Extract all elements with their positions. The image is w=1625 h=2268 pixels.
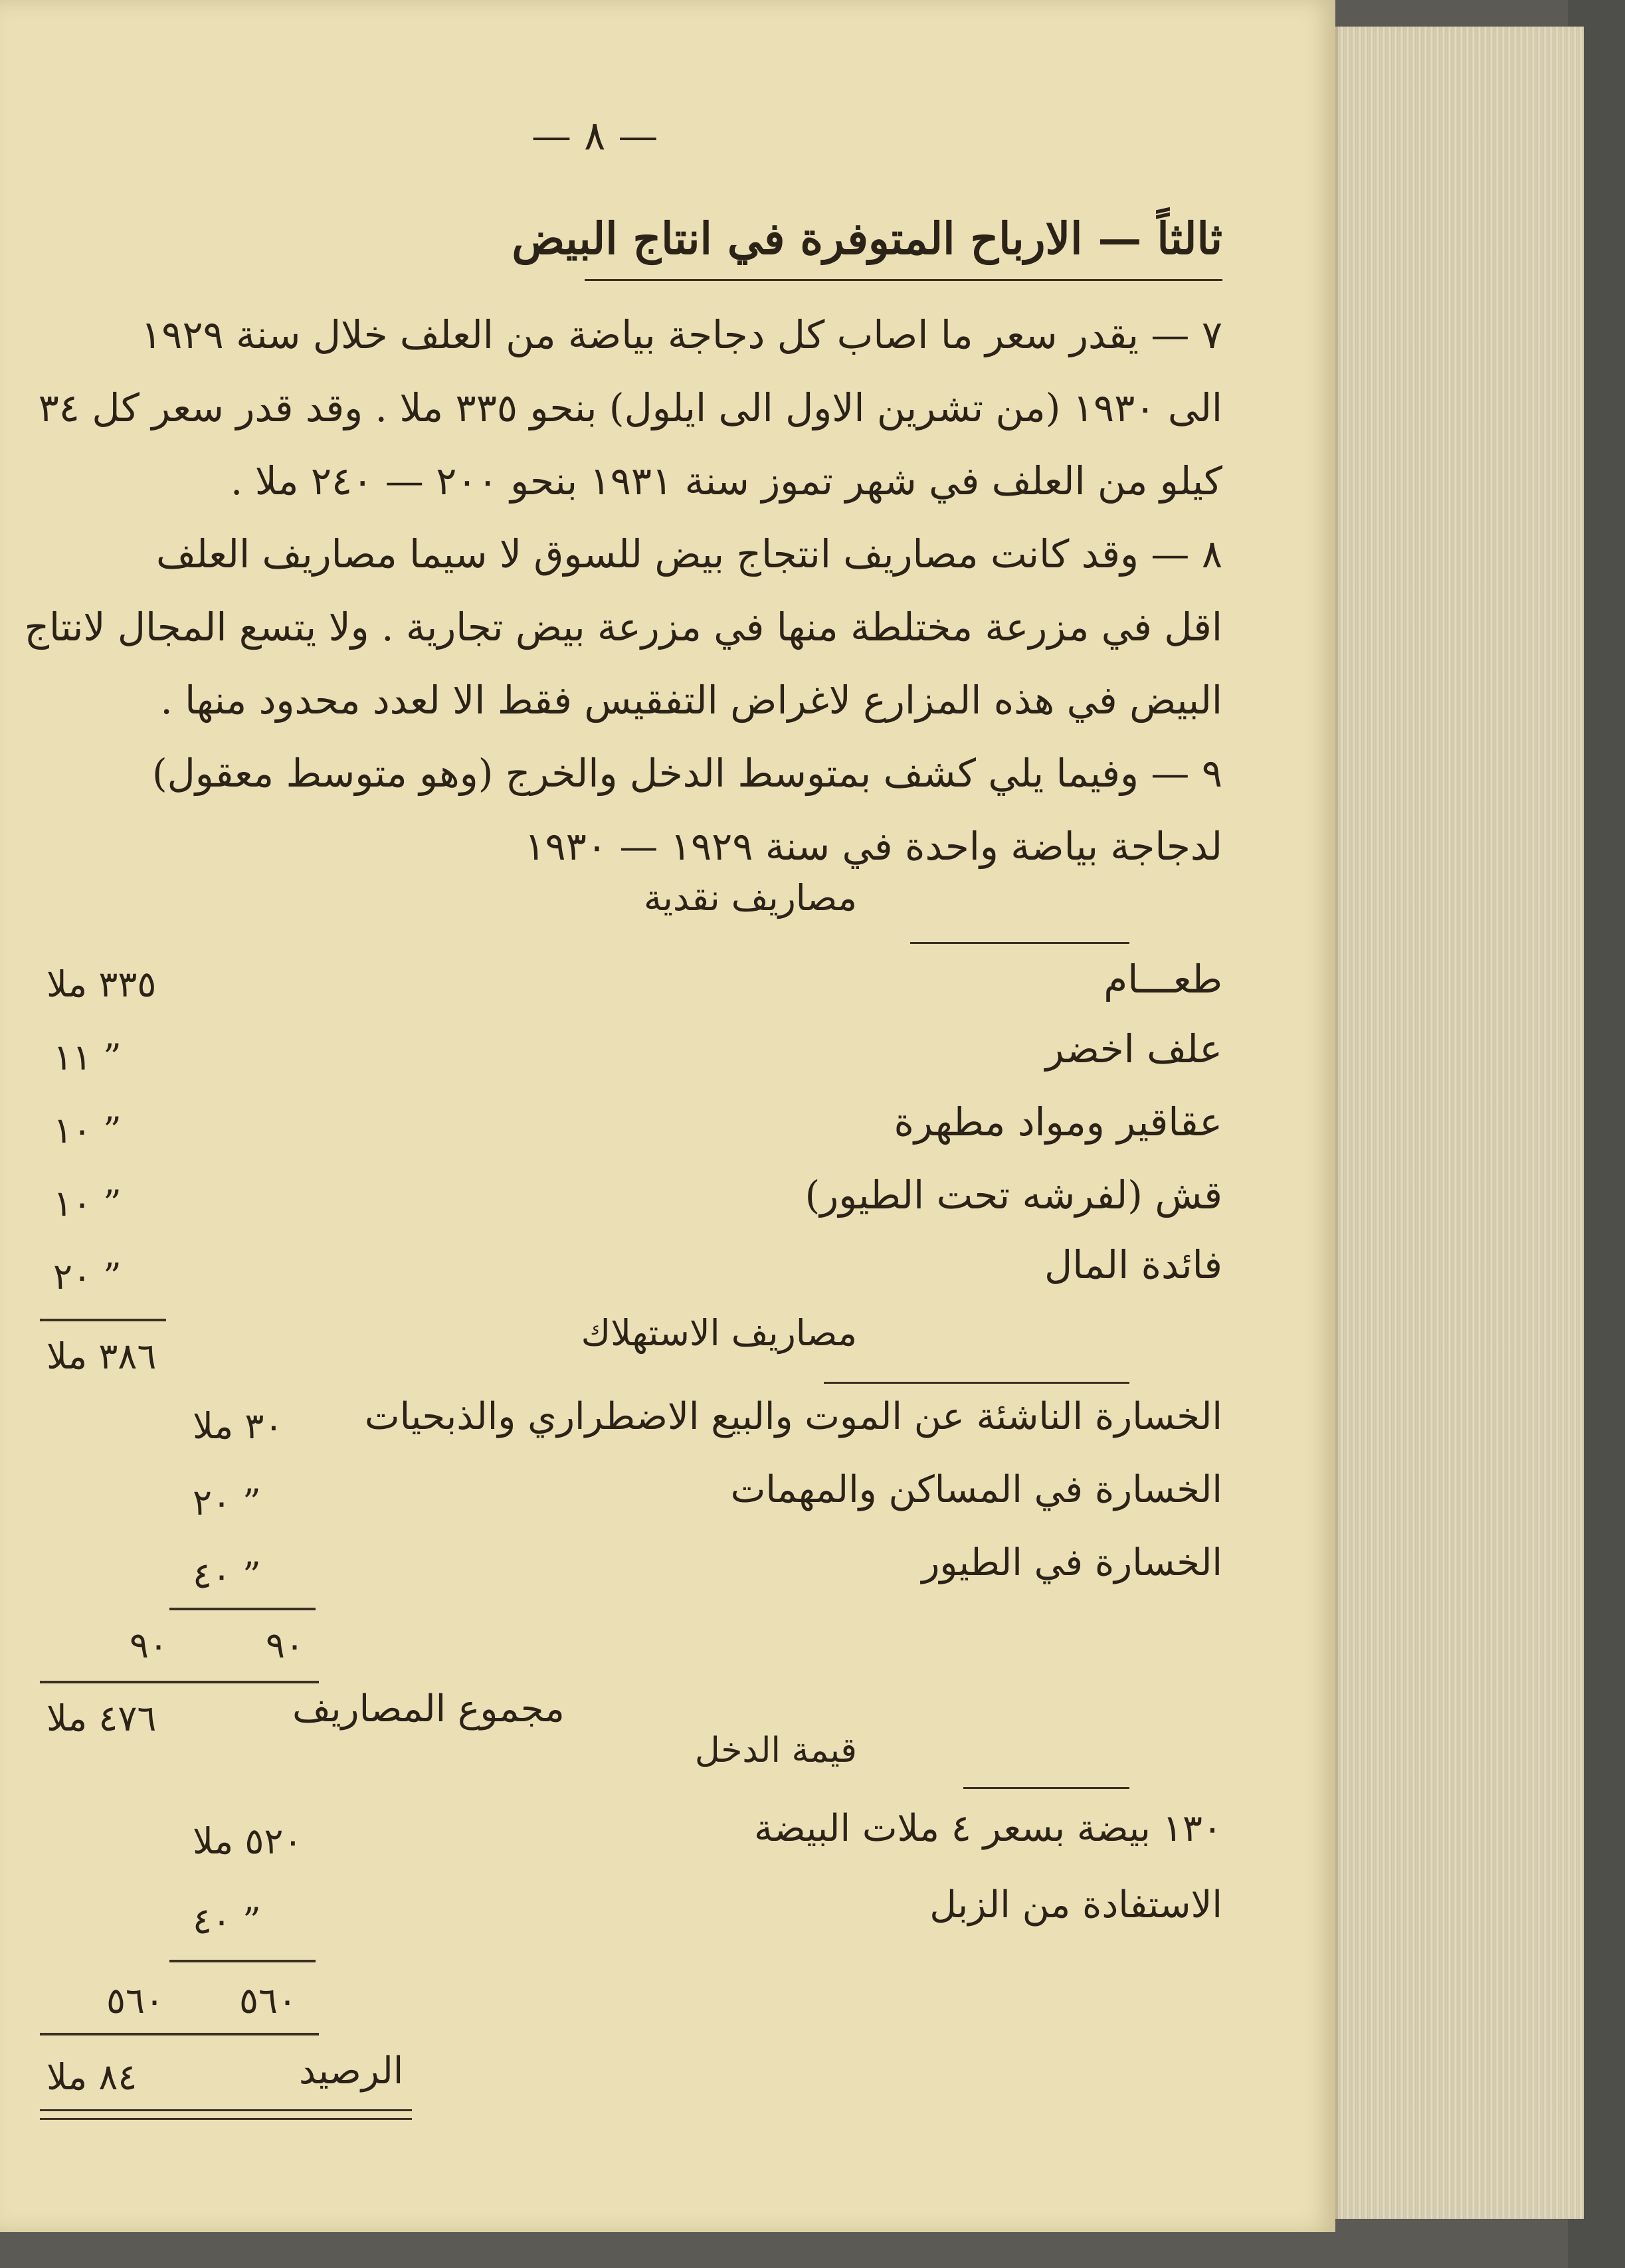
paragraph-line: لدجاجة بياضة واحدة في سنة ١٩٢٩ — ١٩٣٠: [524, 824, 1222, 869]
expense-amount: ٢٠ ”: [53, 1256, 122, 1297]
cash-total-rule: [40, 1319, 166, 1321]
depreciation-subtotal-rule: [169, 1608, 316, 1610]
depreciation-subtotal-outer: ٩٠: [130, 1624, 169, 1666]
depreciation-subtotal-inner: ٩٠: [266, 1624, 305, 1666]
balance-rule: [40, 2033, 319, 2035]
paragraph-line: ٨ — وقد كانت مصاريف انتجاج بيض للسوق لا سيما مصاريف العلف: [156, 531, 1222, 577]
expense-amount: ١٠ ”: [53, 1182, 122, 1224]
income-subtotal-inner: ٥٦٠: [239, 1980, 298, 2022]
income-amount: ٥٢٠ ملا: [193, 1820, 303, 1862]
expense-label: عقاقير ومواد مطهرة: [894, 1099, 1222, 1145]
income-amount: ٤٠ ”: [193, 1900, 261, 1942]
paragraph-line: كيلو من العلف في شهر تموز سنة ١٩٣١ بنحو ٢٠٠ — ٢٤٠ ملا .: [230, 458, 1222, 504]
expense-label: قش (لفرشه تحت الطيور): [805, 1173, 1222, 1218]
page-edges: [1335, 27, 1584, 2219]
depreciation-label: الخسارة في المساكن والمهمات: [730, 1468, 1222, 1511]
expense-amount: ١١ ”: [53, 1036, 122, 1078]
depreciation-amount: ٤٠ ”: [193, 1555, 261, 1596]
income-subtotal-outer: ٥٦٠: [106, 1980, 165, 2022]
paragraph-line: ٩ — وفيما يلي كشف بمتوسط الدخل والخرج (وهو متوسط معقول): [151, 751, 1222, 796]
balance-label: الرصيد: [299, 2049, 404, 2093]
paragraph-line: البيض في هذه المزارع لاغراض التفقيس فقط الا لعدد محدود منها .: [160, 678, 1222, 723]
expense-amount: ١٠ ”: [53, 1109, 122, 1151]
depreciation-amount: ٣٠ ملا: [193, 1405, 284, 1447]
depreciation-label: الخسارة الناشئة عن الموت والبيع الاضطراري والذبحيات: [364, 1395, 1222, 1438]
income-subtotal-rule: [169, 1960, 316, 1962]
total-expenses-rule: [40, 1681, 319, 1683]
paragraph-line: الى ١٩٣٠ (من تشرين الاول الى ايلول) بنحو ٣٣٥ ملا . وقد قدر سعر كل ٣٤: [38, 385, 1222, 430]
expense-amount: ٣٣٥ ملا: [47, 963, 157, 1005]
paragraph-line: ٧ — يقدر سعر ما اصاب كل دجاجة بياضة من العلف خلال سنة ١٩٢٩: [141, 312, 1222, 357]
income-label: الاستفادة من الزبل: [929, 1883, 1222, 1927]
income-underline: [963, 1787, 1129, 1789]
page-number: — ٨ —: [531, 113, 658, 159]
total-expenses-label: مجموع المصاريف: [292, 1687, 565, 1731]
balance-double-rule-bottom: [40, 2118, 412, 2120]
depreciation-amount: ٢٠ ”: [193, 1481, 261, 1523]
cash-expenses-title: مصاريف نقدية: [643, 877, 857, 919]
depreciation-label: الخسارة في الطيور: [921, 1541, 1222, 1584]
total-expenses-amount: ٤٧٦ ملا: [47, 1697, 157, 1739]
paragraph-line: اقل في مزرعة مختلطة منها في مزرعة بيض تجارية . ولا يتسع المجال لانتاج: [24, 605, 1222, 650]
balance-double-rule-top: [40, 2109, 412, 2111]
heading-underline: [585, 279, 1222, 281]
section-heading: ثالثاً — الارباح المتوفرة في انتاج البيض: [512, 213, 1222, 264]
cash-total-amount: ٣٨٦ ملا: [47, 1335, 157, 1377]
depreciation-underline: [824, 1382, 1129, 1384]
expense-label: فائدة المال: [1044, 1242, 1222, 1287]
income-label: ١٣٠ بيضة بسعر ٤ ملات البيضة: [754, 1807, 1222, 1850]
cash-expenses-underline: [910, 942, 1129, 944]
balance-amount: ٨٤ ملا: [47, 2056, 138, 2098]
expense-label: طعـــام: [1103, 957, 1222, 1002]
expense-label: علف اخضر: [1045, 1026, 1222, 1072]
income-title: قيمة الدخل: [694, 1731, 857, 1770]
depreciation-title: مصاريف الاستهلاك: [581, 1312, 857, 1354]
